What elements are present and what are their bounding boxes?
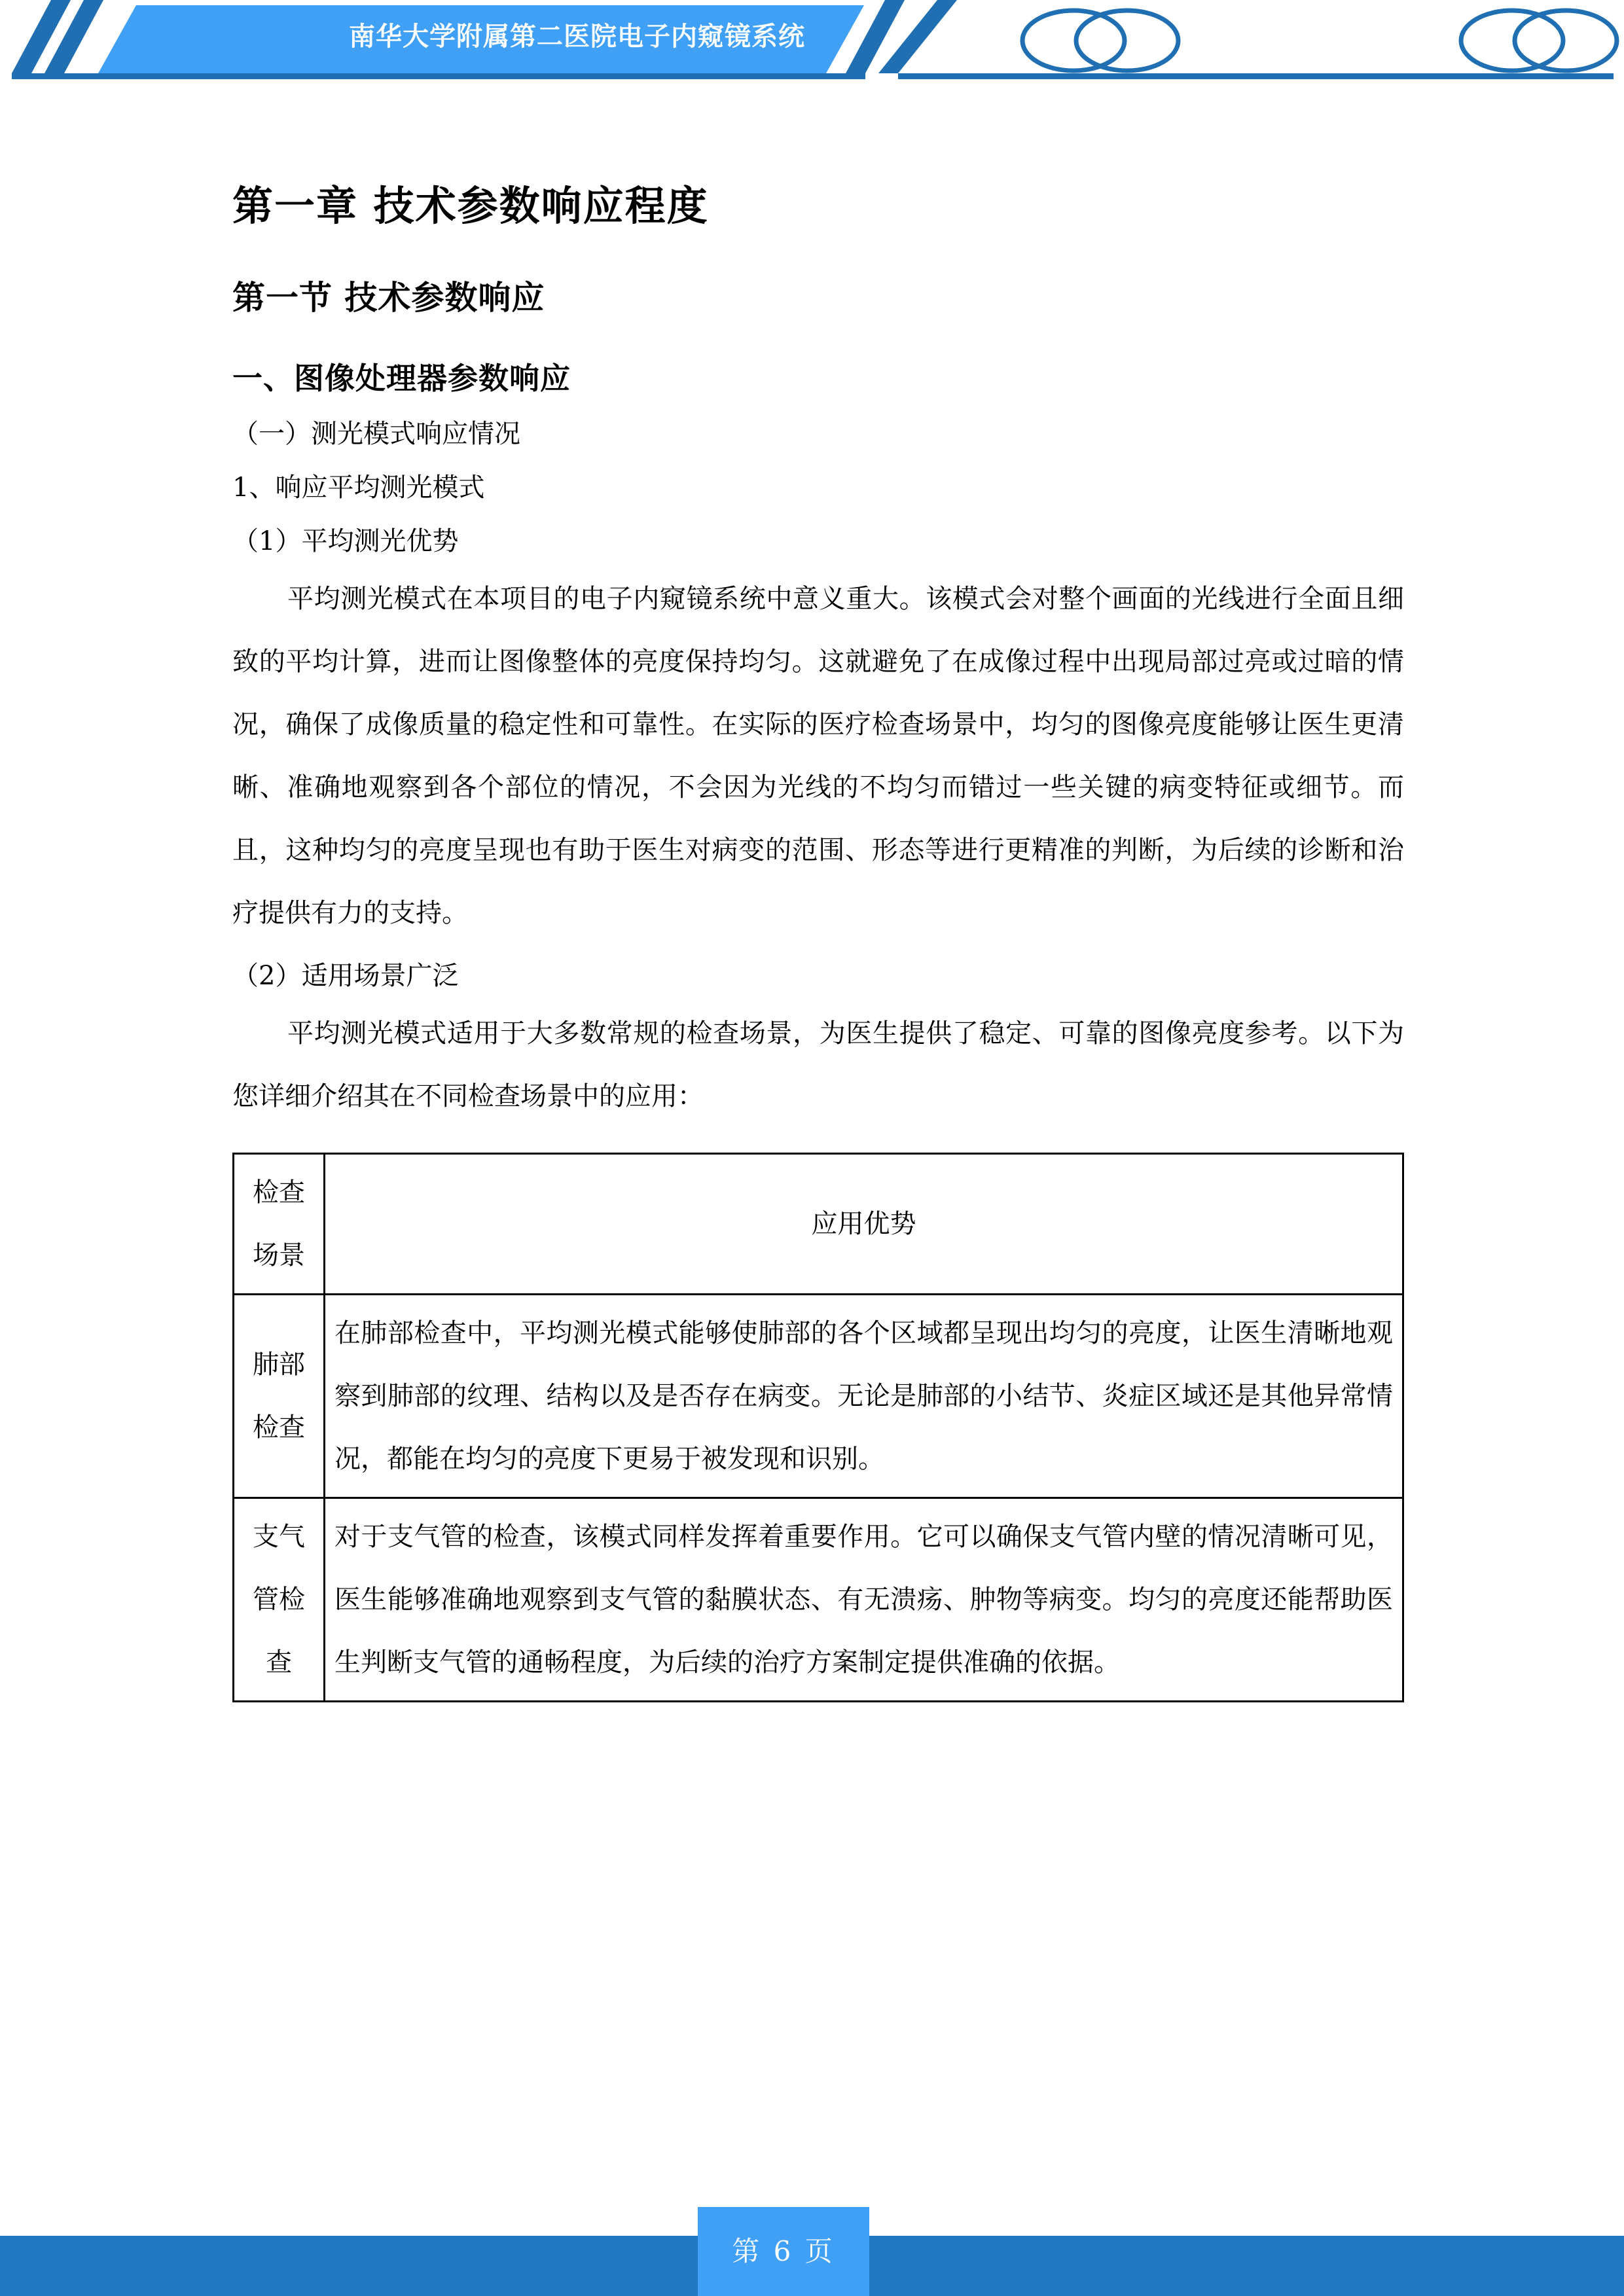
table-row [234, 1295, 1403, 1498]
table-header-scene: 检查场景 [234, 1154, 325, 1295]
page-number-chip [698, 2207, 869, 2296]
point2-paragraph: 平均测光模式适用于大多数常规的检查场景，为医生提供了稳定、可靠的图像亮度参考。以下为您详细介绍其在不同检查场景中的应用： [232, 1018, 1404, 1111]
diagonal-stripes-left [12, 0, 103, 73]
group-heading: （一）测光模式响应情况 [232, 419, 520, 449]
page-header [0, 0, 1624, 85]
section-heading: 第一节 技术参数响应 [232, 279, 545, 317]
diagonal-stripes-right [846, 0, 957, 73]
point2-heading: （2）适用场景广泛 [232, 961, 459, 991]
document-content [232, 173, 1404, 1702]
application-scenarios-table [232, 1153, 1404, 1702]
table-header-row [234, 1154, 1403, 1295]
table-cell-scene: 肺部检查 [234, 1295, 325, 1498]
table-cell-advantage: 在肺部检查中，平均测光模式能够使肺部的各个区域都呈现出均匀的亮度，让医生清晰地观察到肺部的纹理、结构以及是否存在病变。无论是肺部的小结节、炎症区域还是其他异常情况，都能在均匀的亮度下更易于被发现和识别。 [325, 1295, 1403, 1498]
header-title: 南华大学附属第二医院电子内窥镜系统 [349, 22, 805, 52]
header-rule-left [12, 73, 865, 79]
table-row [234, 1498, 1403, 1702]
page-footer [0, 2206, 1624, 2296]
item-heading: 1、响应平均测光模式 [232, 473, 485, 503]
overlapping-circles-logo-1 [1022, 10, 1178, 71]
header-rule-right [898, 73, 1614, 79]
table-header-advantage: 应用优势 [325, 1154, 1403, 1295]
page-number-label: 第 6 页 [732, 2235, 835, 2267]
chapter-heading: 第一章 技术参数响应程度 [232, 182, 709, 230]
subsection-heading: 一、图像处理器参数响应 [232, 361, 571, 396]
overlapping-circles-logo-2 [1461, 10, 1617, 71]
table-cell-scene: 支气管检查 [234, 1498, 325, 1702]
table-cell-advantage: 对于支气管的检查，该模式同样发挥着重要作用。它可以确保支气管内壁的情况清晰可见，医生能够准确地观察到支气管的黏膜状态、有无溃疡、肿物等病变。均匀的亮度还能帮助医生判断支气管的通畅程度，为后续的治疗方案制定提供准确的依据。 [325, 1498, 1403, 1702]
point1-paragraph: 平均测光模式在本项目的电子内窥镜系统中意义重大。该模式会对整个画面的光线进行全面且细致的平均计算，进而让图像整体的亮度保持均匀。这就避免了在成像过程中出现局部过亮或过暗的情况，确保了成像质量的稳定性和可靠性。在实际的医疗检查场景中，均匀的图像亮度能够让医生更清晰、准确地观察到各个部位的情况，不会因为光线的不均匀而错过一些关键的病变特征或细节。而且，这种均匀的亮度呈现也有助于医生对病变的范围、形态等进行更精准的判断，为后续的诊断和治疗提供有力的支持。 [232, 584, 1404, 928]
point1-heading: （1）平均测光优势 [232, 526, 459, 556]
